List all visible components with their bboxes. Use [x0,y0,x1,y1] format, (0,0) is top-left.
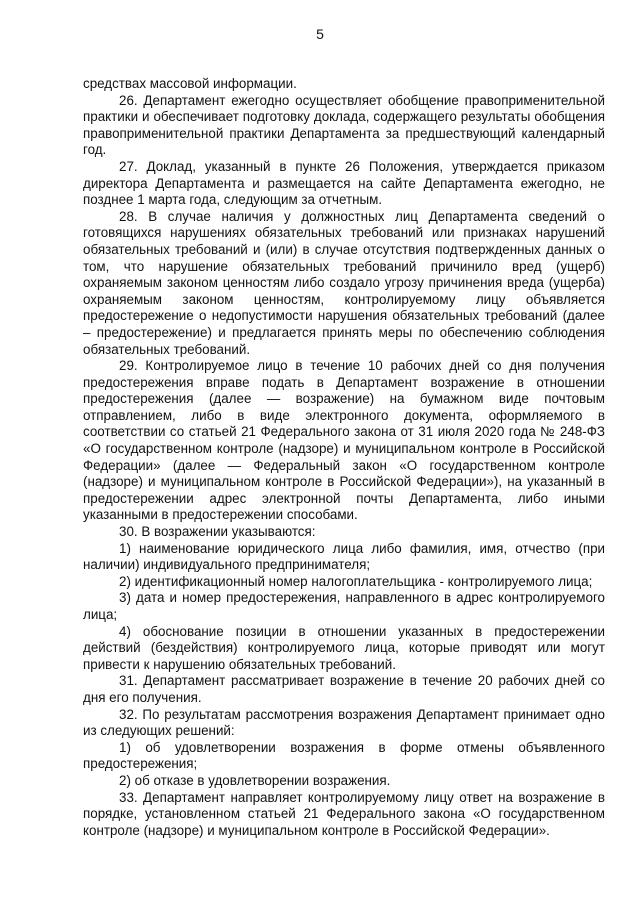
paragraph: 33. Департамент направляет контролируемому лицу ответ на возражение в порядке, установленном статьей 21 Федерального закона «О государственном контроле (надзоре) и муниципальном контроле в Российской Федерации». [83,789,605,838]
paragraph: 2) об отказе в удовлетворении возражения. [119,772,391,788]
paragraph: 28. В случае наличия у должностных лиц Департамента сведений о готовящихся нарушениях обязательных требований или признаках нарушений обязательных требований и (или) в случае отсутствия подтвержденных данных о том, что нарушение обязательных требований причинило вред (ущерб) охраняемым законом ценностям либо создало угрозу причинения вреда (ущерба) охраняемым законом ценностям, контролируемому лицу объявляется предостережение о недопустимости нарушения обязательных требований (далее – предостережение) и предлагается принять меры по обеспечению соблюдения обязательных требований. [83,208,605,357]
paragraph: 30. В возражении указываются: [119,524,316,540]
paragraph: 2) идентификационный номер налогоплательщика - контролируемого лица; [119,573,593,589]
page-number: 5 [316,26,324,42]
paragraph: 3) дата и номер предостережения, направленного в адрес контролируемого лица; [83,590,605,622]
paragraph: 29. Контролируемое лицо в течение 10 рабочих дней со дня получения предостережения вправе подать в Департамент возражение в отношении предостережения (далее — возражение) на бумажном виде почтовым отправлением, либо в виде электронного документа, оформляемого в соответствии со статьей 21 Федерального закона от 31 июля 2020 года № 248-ФЗ «О государственном контроле (надзоре) и муниципальном контроле в Российской Федерации» (далее — Федеральный закон «О государственном контроле (надзоре) и муниципальном контроле в Российской Федерации»), на указанный в предостережении адрес электронной почты Департамента, либо иными указанными в предостережении способами. [83,358,605,523]
paragraph: 26. Департамент ежегодно осуществляет обобщение правоприменительной практики и обеспечивает подготовку доклада, содержащего результаты обобщения правоприменительной практики Департамента за предшествующий календарный год. [83,92,605,158]
paragraph: 4) обоснование позиции в отношении указанных в предостережении действий (бездействия) контролируемого лица, которые приводят или могут привести к нарушению обязательных требований. [83,623,605,672]
paragraph: 31. Департамент рассматривает возражение в течение 20 рабочих дней со дня его получения. [83,673,605,705]
document-body [83,76,605,839]
paragraph: 1) наименование юридического лица либо фамилия, имя, отчество (при наличии) индивидуального предпринимателя; [83,540,605,573]
paragraph: 1) об удовлетворении возражения в форме отмены объявленного предостережения; [83,739,605,772]
paragraph: 32. По результатам рассмотрения возражения Департамент принимает одно из следующих решений: [83,706,605,739]
paragraph: 27. Доклад, указанный в пункте 26 Положения, утверждается приказом директора Департамента и размещается на сайте Департамента ежегодно, не позднее 1 марта года, следующим за отчетным. [83,158,605,208]
paragraph: средствах массовой информации. [83,76,297,91]
